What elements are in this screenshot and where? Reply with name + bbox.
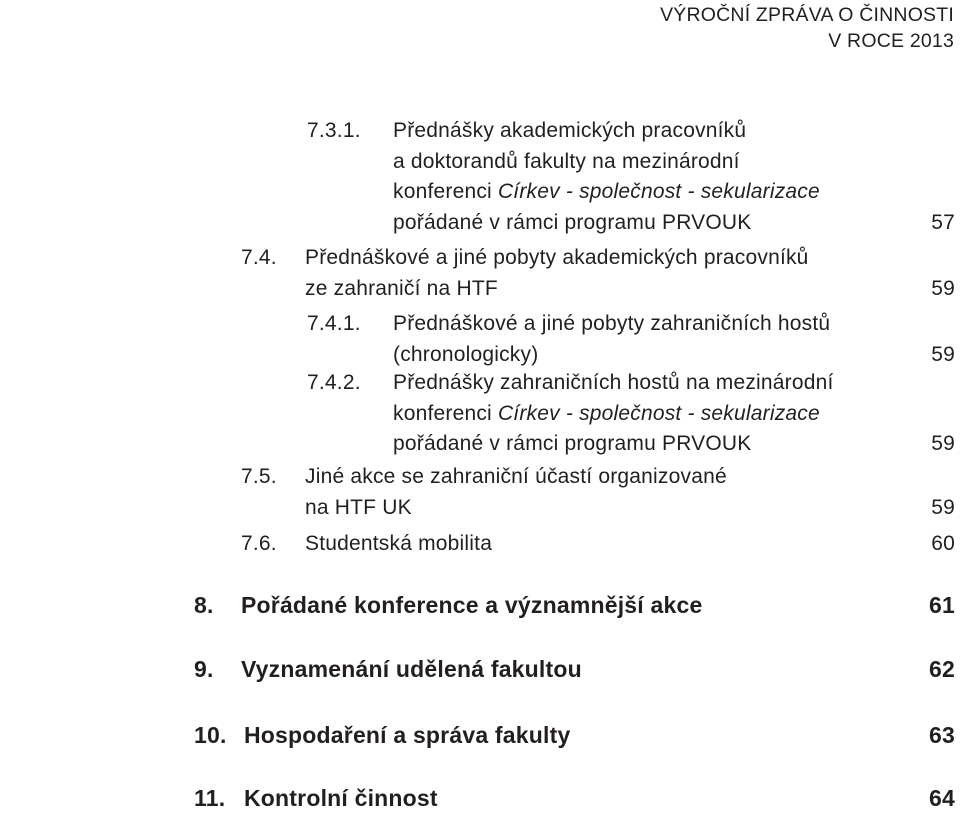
toc-chapter-page: 62: [929, 656, 955, 682]
toc-entry-title-line: Studentská mobilita: [305, 532, 493, 555]
toc-entry-title-line: ze zahraničí na HTF: [305, 276, 498, 300]
toc-entry-title-line: Přednáškové a jiné pobyty akademických pracovníků: [305, 246, 809, 269]
toc-chapter-title: Kontrolní činnost: [244, 785, 438, 811]
toc-entry-title: [393, 116, 820, 238]
toc-entry-number: 7.6.: [241, 532, 277, 555]
toc-chapter-title: Vyznamenání udělená fakultou: [241, 656, 582, 682]
toc-entry-title-line: (chronologicky): [393, 342, 539, 366]
toc-chapter-page: 61: [929, 592, 955, 618]
toc-entry-title-line: konferenci Církev - společnost - sekularizace: [393, 180, 820, 203]
running-header: [660, 2, 954, 54]
conference-name: Církev - společnost - sekularizace: [497, 401, 820, 425]
toc-entry-number: 7.5.: [241, 465, 277, 488]
running-header-line-1: VÝROČNÍ ZPRÁVA O ČINNOSTI: [660, 4, 954, 26]
toc-chapter-number: 9.: [194, 656, 214, 682]
toc-entry-page: 57: [931, 210, 955, 234]
toc-entry-title-line: na HTF UK: [305, 495, 412, 519]
toc-chapter-number: 8.: [194, 592, 214, 618]
toc-entry-number: 7.4.1.: [307, 312, 361, 335]
toc-entry-title-line: Přednášky akademických pracovníků: [393, 119, 747, 142]
toc-entry-number: 7.3.1.: [307, 119, 361, 142]
toc-entry-title-line: Přednáškové a jiné pobyty zahraničních hostů: [393, 312, 831, 335]
toc-chapter-title: Pořádané konference a významnější akce: [241, 592, 703, 618]
toc-chapter-title: Hospodaření a správa fakulty: [244, 722, 571, 748]
toc-chapter-page: 63: [929, 722, 955, 748]
conference-name: Církev - společnost - sekularizace: [497, 180, 820, 203]
toc-chapter-page: 64: [929, 785, 955, 811]
toc-entry-title-line: a doktorandů fakulty na mezinárodní: [393, 149, 740, 173]
toc-entry-page: 59: [931, 495, 955, 519]
toc-entry-number: 7.4.2.: [307, 371, 361, 394]
toc-entry-page: 59: [931, 432, 955, 455]
running-header-line-2: V ROCE 2013: [828, 30, 954, 52]
toc-entry-title: [305, 243, 809, 304]
toc-entry-page: 59: [931, 276, 955, 300]
toc-entry-title-line: Jiné akce se zahraniční účastí organizované: [305, 465, 727, 488]
toc-entry-title-line: pořádané v rámci programu PRVOUK: [393, 210, 752, 234]
toc-chapter-number: 10.: [194, 722, 227, 748]
toc-entry-title: [305, 462, 727, 523]
toc-entry-page: 59: [931, 342, 955, 366]
toc-entry-title-line: konferenci Církev - společnost - sekularizace: [393, 401, 820, 425]
toc-entry-number: 7.4.: [241, 246, 277, 269]
toc-chapter-number: 11.: [194, 785, 226, 811]
toc-entry-title: [393, 309, 830, 370]
toc-entry-title: [305, 529, 492, 560]
toc-entry-title-line: pořádané v rámci programu PRVOUK: [393, 432, 752, 455]
toc-entry-page: 60: [931, 532, 955, 555]
toc-entry-title: [393, 368, 834, 460]
toc-entry-title-line: Přednášky zahraničních hostů na mezinárodní: [393, 371, 834, 394]
